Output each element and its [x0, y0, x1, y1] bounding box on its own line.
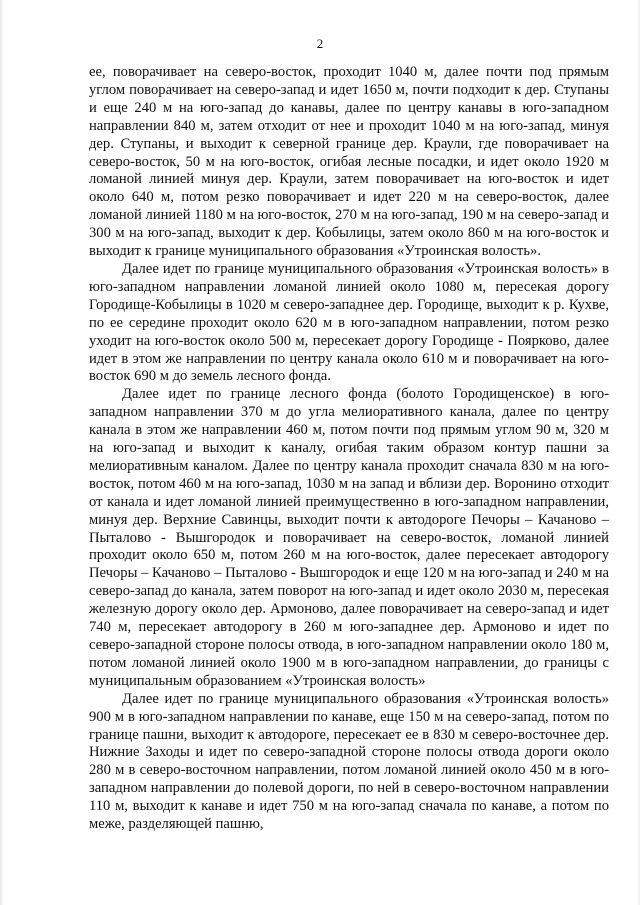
- paragraph-2: Далее идет по границе муниципального образования «Утроинская волость» в юго-западном направлении ломаной линией около 1080 м, пересекая дорогу Городище-Кобылицы в 1020 м северо-западнее дер. Городище, выходит к р. Кухве, по ее середине проходит около 620 м в юго-западном направлении, потом резко уходит на юго-восток около 500 м, пересекает дорогу Городище - Поярково, далее идет в этом же направлении по центру канала около 610 м и поворачивает на юго-восток 690 м до земель лесного фонда.: [89, 260, 609, 385]
- document-body: [89, 64, 609, 834]
- paragraph-4: Далее идет по границе муниципального образования «Утроинская волость» 900 м в юго-западном направлении по канаве, еще 150 м на северо-запад, потом по границе пашни, выходит к автодороге, пересекает ее в 830 м северо-восточнее дер. Нижние Заходы и идет по северо-западной стороне полосы отвода дороги около 280 м в северо-восточном направлении, потом ломаной линией около 450 м в юго-западном направлении до полевой дороги, по ней в северо-восточном направлении 110 м, выходит к канаве и идет 750 м на юго-запад сначала по канаве, а потом по меже, разделяющей пашню,: [89, 690, 609, 833]
- paragraph-1: ее, поворачивает на северо-восток, проходит 1040 м, далее почти под прямым углом поворачивает на северо-запад и идет 1650 м, почти подходит к дер. Ступаны и еще 240 м на юго-запад до канавы, далее по центру канавы в юго-западном направлении 840 м, затем отходит от нее и проходит 1040 м на юго-запад, минуя дер. Ступаны, и выходит к северной границе дер. Краули, где поворачивает на северо-восток, 50 м на юго-восток, огибая лесные посадки, и идет около 1920 м ломаной линией минуя дер. Краули, затем поворачивает на юго-восток и идет около 640 м, потом резко поворачивает и идет 220 м на северо-восток, далее ломаной линией 1180 м на юго-восток, 270 м на юго-запад, 190 м на северо-запад и 300 м на юго-запад, выходит к дер. Кобылицы, затем около 860 м на юго-восток и выходит к границе муниципального образования «Утроинская волость».: [89, 64, 609, 260]
- page-number: 2: [316, 36, 324, 51]
- paragraph-3: Далее идет по границе лесного фонда (болото Городищенское) в юго-западном направлении 370 м до угла мелиоративного канала, далее по центру канала в этом же направлении 460 м, потом почти под прямым углом 90 м, 320 м на юго-запад и выходит к каналу, огибая таким образом контур пашни за мелиоративным каналом. Далее по центру канала проходит сначала 830 м на юго-восток, потом 460 м на юго-запад, 1030 м на запад и вблизи дер. Воронино отходит от канала и идет ломаной линией преимущественно в юго-западном направлении, минуя дер. Верхние Савинцы, выходит почти к автодороге Печоры – Качаново – Пыталово - Вышгородок и поворачивает на северо-восток, ломаной линией проходит около 650 м, потом 260 м на юго-восток, далее пересекает автодорогу Печоры – Качаново – Пыталово - Вышгородок и еще 120 м на юго-запад и 240 м на северо-запад до канала, затем поворот на юго-запад и идет около 2030 м, пересекая железную дорогу около дер. Армоново, далее поворачивает на северо-запад и идет 740 м, пересекает автодорогу в 260 м юго-западнее дер. Армоново и идет по северо-западной стороне полосы отвода, в юго-западном направлении около 180 м, потом ломаной линией около 1900 м в юго-западном направлении, до границы с муниципальным образованием «Утроинская волость»: [89, 386, 609, 689]
- scan-edge-left: [0, 0, 4, 905]
